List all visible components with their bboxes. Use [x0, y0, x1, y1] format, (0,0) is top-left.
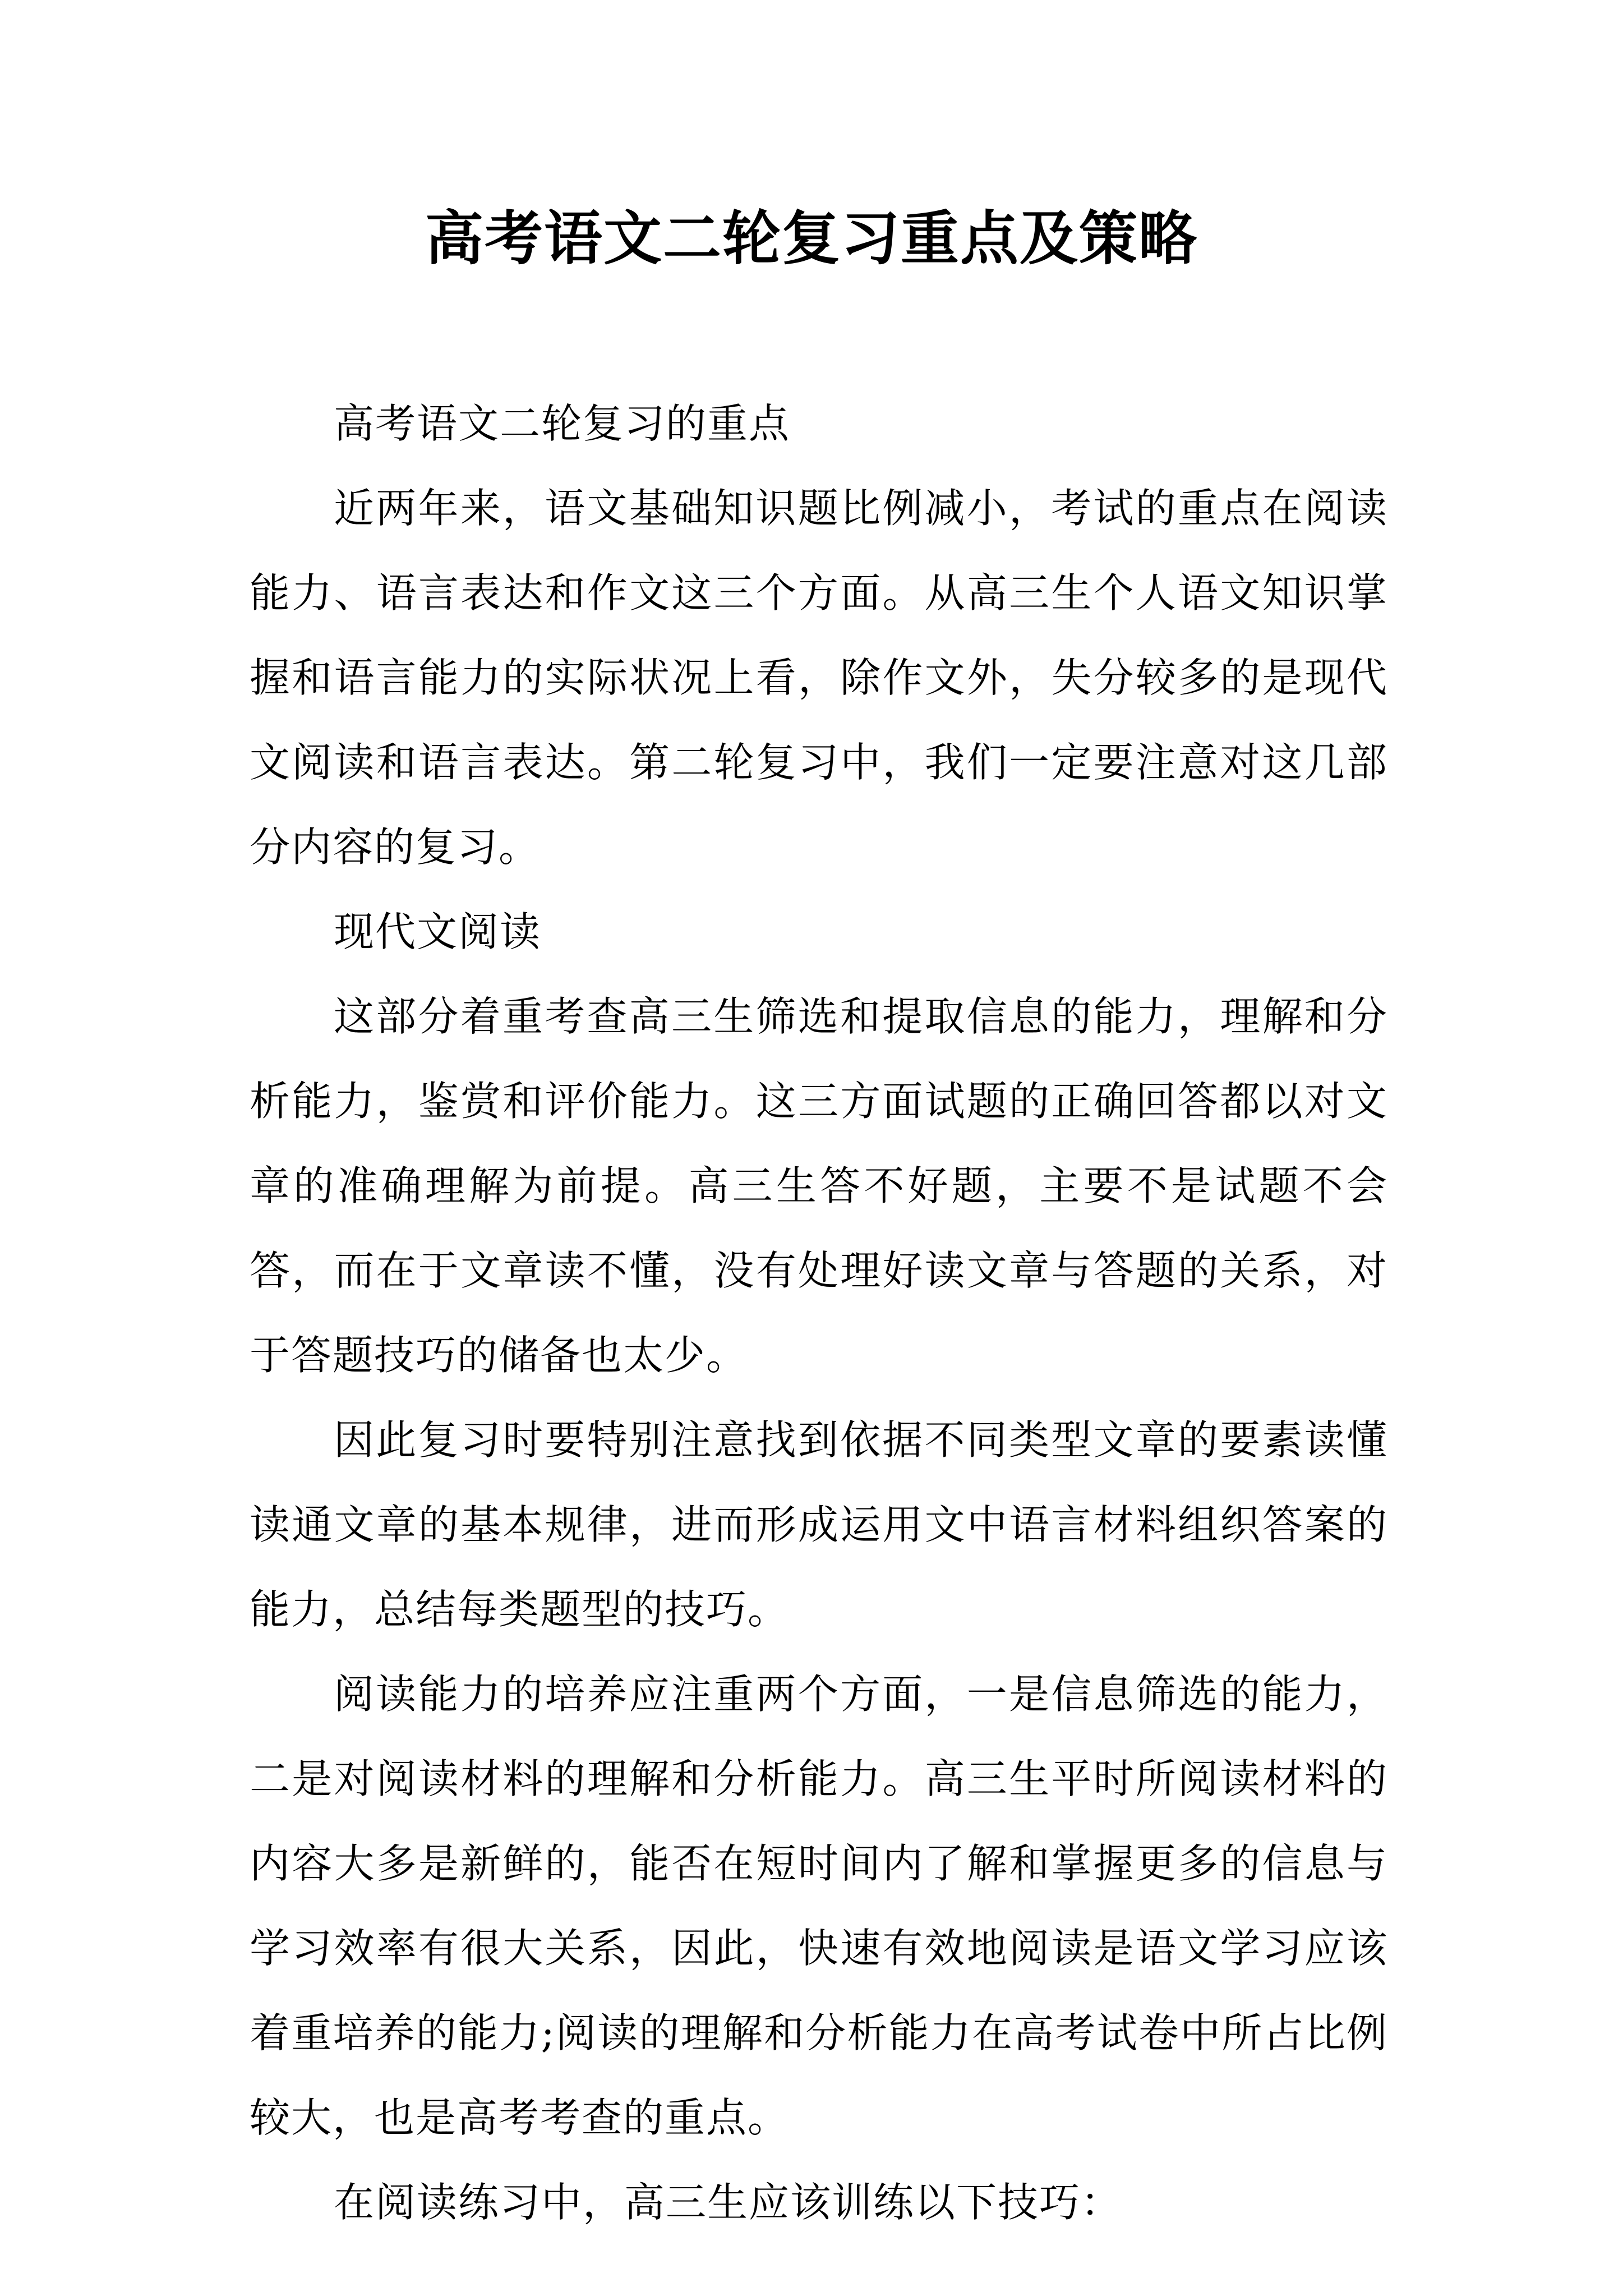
paragraph-reading-training: 阅读能力的培养应注重两个方面，一是信息筛选的能力，二是对阅读材料的理解和分析能力。高三生平时所阅读材料的内容大多是新鲜的，能否在短时间内了解和掌握更多的信息与学习效率有很大关系，因此，快速有效地阅读是语文学习应该着重培养的能力;阅读的理解和分析能力在高考试卷中所占比例较大，也是高考考查的重点。 — [250, 1671, 1388, 2141]
paragraph-review-method: 因此复习时要特别注意找到依据不同类型文章的要素读懂读通文章的基本规律，进而形成运用文中语言材料组织答案的能力，总结每类题型的技巧。 — [250, 1416, 1388, 1633]
section-heading-modern-reading: 现代文阅读 — [334, 908, 542, 955]
paragraph-reading-abilities: 这部分着重考查高三生筛选和提取信息的能力，理解和分析能力，鉴赏和评价能力。这三方面试题的正确回答都以对文章的准确理解为前提。高三生答不好题，主要不是试题不会答，而在于文章读不懂，没有处理好读文章与答题的关系，对于答题技巧的储备也太少。 — [250, 993, 1388, 1379]
document-title: 高考语文二轮复习重点及策略 — [425, 204, 1198, 273]
section-heading-focus: 高考语文二轮复习的重点 — [334, 400, 791, 447]
document-body — [250, 381, 1388, 2245]
paragraph-overview: 近两年来，语文基础知识题比例减小，考试的重点在阅读能力、语言表达和作文这三个方面。从高三生个人语文知识掌握和语言能力的实际状况上看，除作文外，失分较多的是现代文阅读和语言表达。第二轮复习中，我们一定要注意对这几部分内容的复习。 — [250, 485, 1388, 871]
paragraph-skills-intro: 在阅读练习中，高三生应该训练以下技巧： — [334, 2179, 1123, 2226]
